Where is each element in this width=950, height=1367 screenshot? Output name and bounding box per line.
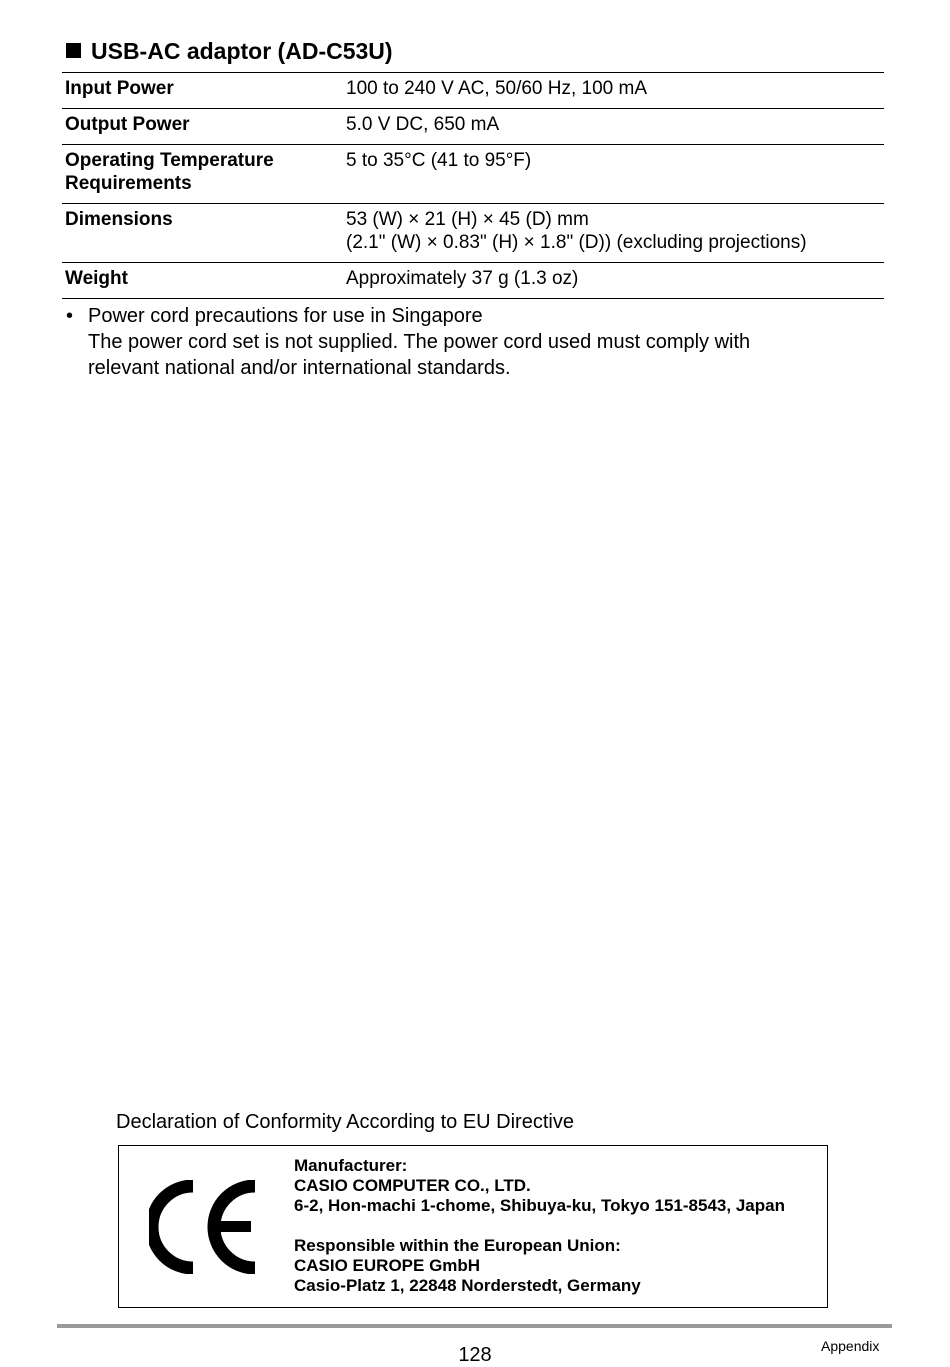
spec-row-output-power (62, 109, 884, 145)
spec-value-line: 100 to 240 V AC, 50/60 Hz, 100 mA (346, 78, 648, 99)
footer-section-label: Appendix (821, 1338, 880, 1354)
declaration-info (294, 1156, 785, 1296)
spec-value (343, 73, 884, 109)
page-number: 128 (458, 1344, 492, 1366)
note-line: Power cord precautions for use in Singapore (88, 305, 483, 327)
footer-rule (57, 1324, 892, 1328)
spacer (294, 1216, 785, 1236)
declaration-box (118, 1145, 828, 1308)
spec-row-dimensions (62, 204, 884, 263)
spec-label: Input Power (62, 73, 343, 109)
spec-value-line: 5.0 V DC, 650 mA (346, 114, 500, 135)
manufacturer-address: 6-2, Hon-machi 1-chome, Shibuya-ku, Tokyo 151-8543, Japan (294, 1196, 785, 1215)
section-title (66, 36, 393, 66)
spec-row-weight (62, 263, 884, 299)
spec-row-input-power (62, 73, 884, 109)
section-title-text: USB-AC adaptor (AD-C53U) (91, 38, 393, 64)
spec-value-line: 5 to 35°C (41 to 95°F) (346, 150, 532, 171)
spec-value-line: (2.1" (W) × 0.83" (H) × 1.8" (D)) (excluding projections) (346, 232, 807, 253)
eu-responsible-address: Casio-Platz 1, 22848 Norderstedt, Germany (294, 1276, 641, 1295)
spec-value (343, 263, 884, 299)
spec-label: Dimensions (62, 204, 343, 263)
note-line: The power cord set is not supplied. The power cord used must comply with (88, 331, 751, 353)
declaration-heading: Declaration of Conformity According to EU Directive (116, 1111, 574, 1133)
note-line: relevant national and/or international standards. (88, 357, 511, 379)
black-square-icon (66, 43, 81, 58)
spec-row-operating-temperature (62, 145, 884, 204)
spec-label: Operating Temperature Requirements (62, 145, 343, 204)
ce-mark-icon (149, 1180, 261, 1274)
spec-value (343, 204, 884, 263)
manufacturer-label: Manufacturer: (294, 1156, 408, 1175)
spec-value-line: Approximately 37 g (1.3 oz) (346, 268, 579, 289)
eu-responsible-name: CASIO EUROPE GmbH (294, 1256, 481, 1275)
power-cord-note (66, 303, 866, 381)
spec-table (62, 72, 884, 299)
bullet-icon: • (66, 305, 74, 327)
spec-value (343, 109, 884, 145)
spec-label: Output Power (62, 109, 343, 145)
spec-value-line: 53 (W) × 21 (H) × 45 (D) mm (346, 209, 589, 230)
manufacturer-name: CASIO COMPUTER CO., LTD. (294, 1176, 531, 1195)
spec-value (343, 145, 884, 204)
eu-responsible-label: Responsible within the European Union: (294, 1236, 621, 1255)
spec-label: Weight (62, 263, 343, 299)
